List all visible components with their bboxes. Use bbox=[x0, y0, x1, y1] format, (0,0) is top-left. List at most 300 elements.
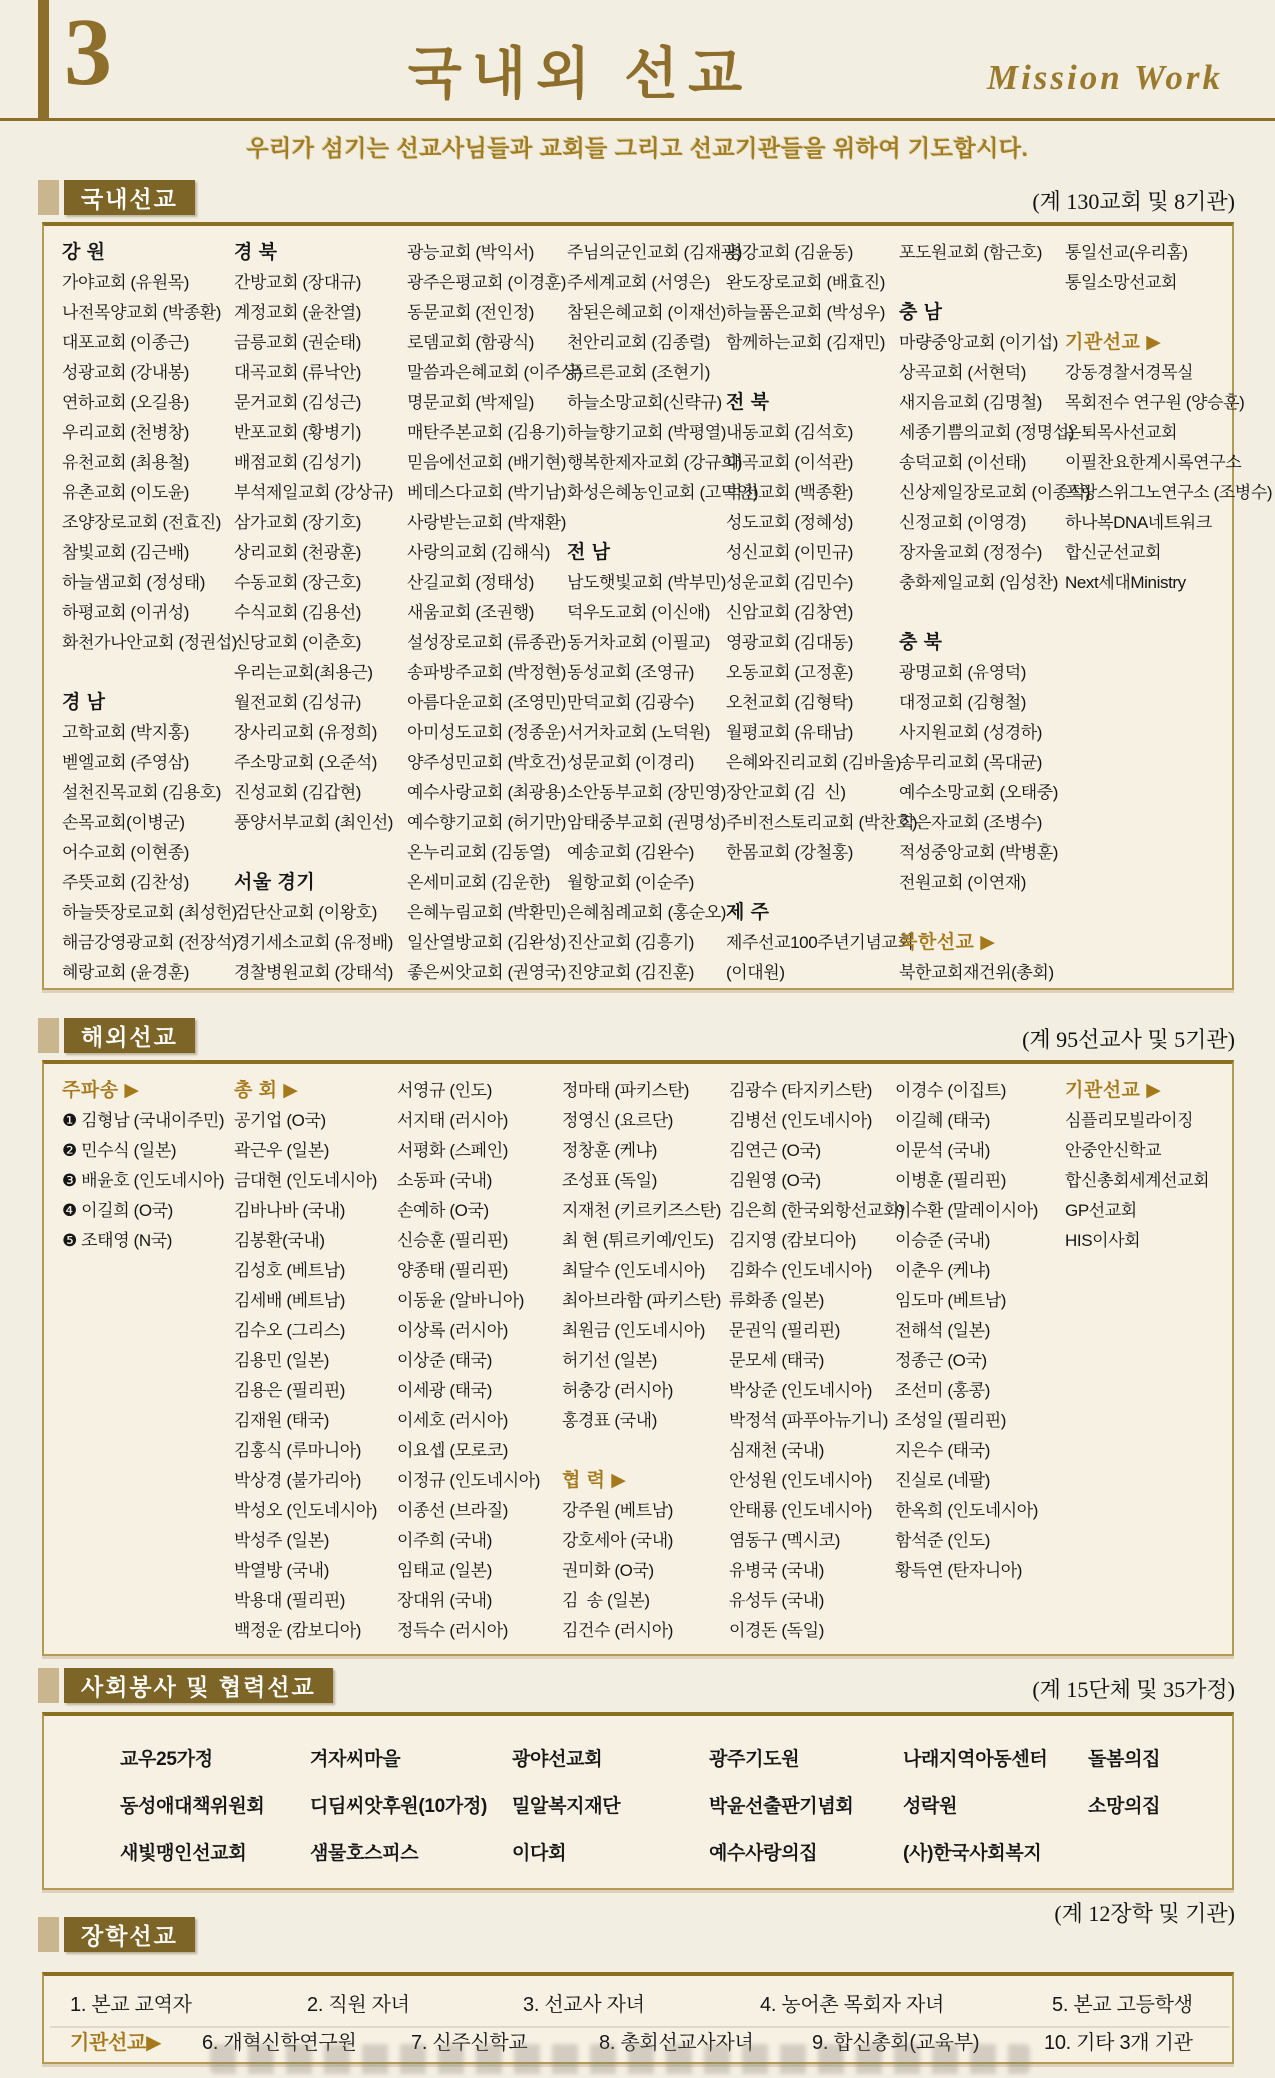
list-item: 은혜와진리교회 (김바울) bbox=[726, 753, 902, 772]
list-column bbox=[726, 238, 918, 988]
list-item: 임도마 (베트남) bbox=[895, 1291, 1006, 1310]
list-item: 일산열방교회 (김완성) bbox=[407, 933, 567, 952]
list-item: 김은희 (한국외항선교회) bbox=[729, 1201, 905, 1220]
list-item: 목회전수 연구원 (양승훈) bbox=[1065, 393, 1245, 412]
list-item: 만덕교회 (김광수) bbox=[567, 693, 694, 712]
social-item: 박윤선출판기념회 bbox=[709, 1796, 854, 1817]
list-item: 강동경찰서경목실 bbox=[1065, 363, 1194, 382]
section-bullet-square bbox=[38, 1917, 59, 1952]
region-header: 강 원 bbox=[62, 242, 106, 263]
list-item: 소안동부교회 (장민영) bbox=[567, 783, 727, 802]
list-item: 정영신 (요르단) bbox=[562, 1111, 673, 1130]
list-item: 문모세 (태국) bbox=[729, 1351, 824, 1370]
page-title: 국내외 선교 bbox=[407, 44, 753, 106]
list-item: 이정규 (인도네시아) bbox=[397, 1471, 541, 1490]
list-item: 김성호 (베트남) bbox=[234, 1261, 345, 1280]
list-item: 지은수 (태국) bbox=[895, 1441, 990, 1460]
social-item: 소망의집 bbox=[1088, 1796, 1161, 1817]
list-item: 한몸교회 (강철홍) bbox=[726, 843, 853, 862]
list-item: 조성일 (필리핀) bbox=[895, 1411, 1006, 1430]
list-item: 오동교회 (고정훈) bbox=[726, 663, 853, 682]
social-item: 성락원 bbox=[903, 1796, 958, 1817]
list-item: 암태중부교회 (권명성) bbox=[567, 813, 727, 832]
list-column bbox=[62, 238, 238, 988]
list-item: 주뜻교회 (김찬성) bbox=[62, 873, 189, 892]
section-count-social: (계 15단체 및 35가정) bbox=[1032, 1677, 1235, 1702]
list-item: 곽근우 (일본) bbox=[234, 1141, 329, 1160]
list-item: 정득수 (러시아) bbox=[397, 1621, 508, 1640]
list-item: 유성두 (국내) bbox=[729, 1591, 824, 1610]
list-item: 유병국 (국내) bbox=[729, 1561, 824, 1580]
region-header: 서울 경기 bbox=[234, 872, 316, 893]
category-header: 기관선교 ▶ bbox=[1065, 1080, 1162, 1101]
list-item: 설성장로교회 (류종관) bbox=[407, 633, 567, 652]
list-item: 심재천 (국내) bbox=[729, 1441, 824, 1460]
list-item: 이세광 (태국) bbox=[397, 1381, 492, 1400]
list-item: 신정교회 (이영경) bbox=[899, 513, 1026, 532]
list-item: 주비전스토리교회 (박찬호) bbox=[726, 813, 918, 832]
list-item: 나전목양교회 (박종환) bbox=[62, 303, 222, 322]
list-item: 김바나바 (국내) bbox=[234, 1201, 345, 1220]
social-row bbox=[120, 1783, 1232, 1830]
list-item: 검단산교회 (이왕호) bbox=[234, 903, 378, 922]
section-header-social bbox=[38, 1668, 333, 1703]
list-item: 금릉교회 (권순태) bbox=[234, 333, 361, 352]
list-item: 은퇴목사선교회 bbox=[1065, 423, 1178, 442]
list-item: 주소망교회 (오준석) bbox=[234, 753, 378, 772]
list-item: 안중안신학교 bbox=[1065, 1141, 1162, 1160]
list-item: 산길교회 (정태성) bbox=[407, 573, 534, 592]
list-item: 양종태 (필리핀) bbox=[397, 1261, 508, 1280]
list-item: ❶ 김형남 (국내이주민) bbox=[62, 1111, 225, 1130]
list-item: 베데스다교회 (박기남) bbox=[407, 483, 567, 502]
list-item: 합신군선교회 bbox=[1065, 543, 1162, 562]
section-bullet-square bbox=[38, 1018, 59, 1053]
list-item: 서평화 (스페인) bbox=[397, 1141, 508, 1160]
section-label: 사회봉사 및 협력선교 bbox=[64, 1668, 333, 1703]
list-item: 전원교회 (이연재) bbox=[899, 873, 1026, 892]
list-item: 하늘샘교회 (정성태) bbox=[62, 573, 206, 592]
list-item: 천안리교회 (김종렬) bbox=[567, 333, 711, 352]
list-item: 가야교회 (유원목) bbox=[62, 273, 189, 292]
list-item: 정종근 (O국) bbox=[895, 1351, 987, 1370]
bleed-through-line bbox=[50, 2026, 1230, 2028]
overseas-missions-box bbox=[42, 1060, 1234, 1656]
list-item: 대정교회 (김형철) bbox=[899, 693, 1026, 712]
list-item: 안성원 (인도네시아) bbox=[729, 1471, 873, 1490]
region-header: 충 북 bbox=[899, 632, 943, 653]
list-item: ❷ 민수식 (일본) bbox=[62, 1141, 177, 1160]
list-item: 수동교회 (장근호) bbox=[234, 573, 361, 592]
list-item: 장대위 (국내) bbox=[397, 1591, 492, 1610]
domestic-missions-box bbox=[42, 222, 1273, 990]
list-column bbox=[895, 1076, 1065, 1646]
list-item: 유천교회 (최용철) bbox=[62, 453, 189, 472]
list-item: 경찰병원교회 (강태석) bbox=[234, 963, 394, 982]
list-item: 동성교회 (조영규) bbox=[567, 663, 694, 682]
list-item: 심플리모빌라이징 bbox=[1065, 1111, 1194, 1130]
list-item: 반포교회 (황병기) bbox=[234, 423, 361, 442]
bleed-through-ghost-text bbox=[210, 2044, 1030, 2074]
list-item: 전해석 (일본) bbox=[895, 1321, 990, 1340]
section-bullet-square bbox=[38, 180, 59, 215]
list-column bbox=[729, 1076, 905, 1646]
list-item: 설천진목교회 (김용호) bbox=[62, 783, 222, 802]
list-item: 상리교회 (천광훈) bbox=[234, 543, 361, 562]
list-item: 송무리교회 (목대균) bbox=[899, 753, 1043, 772]
spacer bbox=[1065, 298, 1272, 328]
scholarship-item: 2. 직원 자녀 bbox=[307, 1994, 410, 2016]
list-item: 함께하는교회 (김재민) bbox=[726, 333, 886, 352]
section-label: 장학선교 bbox=[64, 1917, 195, 1952]
list-item: 서거차교회 (노덕원) bbox=[567, 723, 711, 742]
list-item: 장자울교회 (정정수) bbox=[899, 543, 1043, 562]
list-item: GP선교회 bbox=[1065, 1201, 1137, 1220]
list-item: 예수사랑교회 (최광용) bbox=[407, 783, 567, 802]
list-item: 배점교회 (김성기) bbox=[234, 453, 361, 472]
list-item: 하늘뜻장로교회 (최성헌) bbox=[62, 903, 238, 922]
list-item: 동문교회 (전인정) bbox=[407, 303, 534, 322]
scholarship-row bbox=[70, 1986, 1232, 2024]
list-item: 북한교회재건위(총회) bbox=[899, 963, 1054, 982]
list-item: 덕우도교회 (이신애) bbox=[567, 603, 711, 622]
list-item: 이춘우 (케냐) bbox=[895, 1261, 990, 1280]
list-item: 하늘소망교회(신략규) bbox=[567, 393, 722, 412]
list-item: 상곡교회 (서현덕) bbox=[899, 363, 1026, 382]
list-item: 홍경표 (국내) bbox=[562, 1411, 657, 1430]
list-item: 혜랑교회 (윤경훈) bbox=[62, 963, 189, 982]
list-item: 이병훈 (필리핀) bbox=[895, 1171, 1006, 1190]
list-item: 우리교회 (천병창) bbox=[62, 423, 189, 442]
list-item: 김건수 (러시아) bbox=[562, 1621, 673, 1640]
list-item: 우리는교회(최용근) bbox=[234, 663, 373, 682]
list-item: 세종기쁨의교회 (정명섭) bbox=[899, 423, 1075, 442]
list-item: 대곡교회 (류낙안) bbox=[234, 363, 361, 382]
list-item: 간방교회 (장대규) bbox=[234, 273, 361, 292]
list-item: 이승준 (국내) bbox=[895, 1231, 990, 1250]
region-header: 경 북 bbox=[234, 242, 278, 263]
list-item: 김연근 (O국) bbox=[729, 1141, 821, 1160]
list-item: 송파방주교회 (박정현) bbox=[407, 663, 567, 682]
scholarship-item: 1. 본교 교역자 bbox=[70, 1994, 192, 2016]
list-item: 부석제일교회 (강상규) bbox=[234, 483, 394, 502]
list-item: 김재원 (태국) bbox=[234, 1411, 329, 1430]
list-item: 어수교회 (이현종) bbox=[62, 843, 189, 862]
section-count-overseas: (계 95선교사 및 5기관) bbox=[1022, 1027, 1235, 1052]
scholarship-item: 4. 농어촌 목회자 자녀 bbox=[760, 1994, 945, 2016]
spacer bbox=[62, 658, 234, 688]
region-header: 제 주 bbox=[726, 902, 770, 923]
region-header: 충 남 bbox=[899, 302, 943, 323]
list-item: ❹ 이길희 (O국) bbox=[62, 1201, 173, 1220]
list-item: 하늘향기교회 (박평열) bbox=[567, 423, 727, 442]
region-header: 경 남 bbox=[62, 692, 106, 713]
region-header: 전 북 bbox=[726, 392, 770, 413]
list-item: 진실로 (네팔) bbox=[895, 1471, 990, 1490]
list-item: 이수환 (말레이시아) bbox=[895, 1201, 1039, 1220]
list-item: 마량중앙교회 (이기섭) bbox=[899, 333, 1059, 352]
list-item: 권미화 (O국) bbox=[562, 1561, 654, 1580]
social-item: 동성애대책위원회 bbox=[120, 1796, 265, 1817]
section-header-domestic bbox=[38, 180, 195, 215]
list-item: 이길혜 (태국) bbox=[895, 1111, 990, 1130]
list-item: 장사리교회 (유정희) bbox=[234, 723, 378, 742]
list-item: 완도장로교회 (배효진) bbox=[726, 273, 886, 292]
list-item: 참빛교회 (김근배) bbox=[62, 543, 189, 562]
scholarship-item: 6. 개혁신학연구원 bbox=[202, 2032, 357, 2054]
list-item: 하늘품은교회 (박성우) bbox=[726, 303, 886, 322]
category-header: 주파송 ▶ bbox=[62, 1080, 140, 1101]
list-item: 성광교회 (강내봉) bbox=[62, 363, 189, 382]
list-item: 삼가교회 (장기호) bbox=[234, 513, 361, 532]
list-item: 조선미 (홍콩) bbox=[895, 1381, 990, 1400]
page-title-english: Mission Work bbox=[986, 58, 1223, 97]
list-item: 이상준 (태국) bbox=[397, 1351, 492, 1370]
list-item: 월항교회 (이순주) bbox=[567, 873, 694, 892]
list-item: 서지태 (러시아) bbox=[397, 1111, 508, 1130]
list-item: 조성표 (독일) bbox=[562, 1171, 657, 1190]
list-item: 하평교회 (이귀성) bbox=[62, 603, 189, 622]
category-header: 북한선교 ▶ bbox=[899, 932, 996, 953]
list-item: 명문교회 (박제일) bbox=[407, 393, 534, 412]
social-item: 광야선교회 bbox=[512, 1749, 603, 1770]
list-item: 박열방 (국내) bbox=[234, 1561, 329, 1580]
list-item: 오천교회 (김형탁) bbox=[726, 693, 853, 712]
list-item: 박성오 (인도네시아) bbox=[234, 1501, 378, 1520]
list-item: 장안교회 (김 신) bbox=[726, 783, 846, 802]
list-item: 이필찬요한계시록연구소 bbox=[1065, 453, 1242, 472]
list-item: ❺ 조태영 (N국) bbox=[62, 1231, 172, 1250]
social-item: 디딤씨앗후원(10가정) bbox=[310, 1796, 488, 1817]
list-item: 성운교회 (김민수) bbox=[726, 573, 853, 592]
list-item: 사랑받는교회 (박재환) bbox=[407, 513, 567, 532]
section-count-scholarship: (계 12장학 및 기관) bbox=[1054, 1901, 1235, 1926]
list-item: 통일선교(우리홈) bbox=[1065, 243, 1188, 262]
list-item: 작은자교회 (조병수) bbox=[899, 813, 1043, 832]
list-column bbox=[397, 1076, 562, 1646]
social-item: (사)한국사회복지 bbox=[903, 1843, 1042, 1864]
category-header: 총 회 ▶ bbox=[234, 1080, 299, 1101]
spacer bbox=[726, 868, 899, 898]
list-item: 최 현 (튀르키예/인도) bbox=[562, 1231, 714, 1250]
social-item: 돌봄의집 bbox=[1088, 1749, 1161, 1770]
category-header: 협 력 ▶ bbox=[562, 1470, 627, 1491]
section-count-domestic: (계 130교회 및 8기관) bbox=[1032, 189, 1235, 214]
list-item: 진양교회 (김진훈) bbox=[567, 963, 694, 982]
list-item: 행복한제자교회 (강규희) bbox=[567, 453, 743, 472]
list-column bbox=[62, 1076, 234, 1646]
list-item: 로뎀교회 (함광식) bbox=[407, 333, 534, 352]
list-item: 박용대 (필리핀) bbox=[234, 1591, 345, 1610]
list-item: 김용민 (일본) bbox=[234, 1351, 329, 1370]
list-item: 김병선 (인도네시아) bbox=[729, 1111, 873, 1130]
spacer bbox=[899, 598, 1065, 628]
list-item: 성신교회 (이민규) bbox=[726, 543, 853, 562]
list-item: 허충강 (러시아) bbox=[562, 1381, 673, 1400]
list-item: 대곡교회 (이석관) bbox=[726, 453, 853, 472]
section-header-scholarship bbox=[38, 1917, 195, 1952]
list-item: 벧엘교회 (주영삼) bbox=[62, 753, 189, 772]
list-column bbox=[899, 238, 1091, 988]
list-item: 박상준 (인도네시아) bbox=[729, 1381, 873, 1400]
list-item: 매탄주본교회 (김용기) bbox=[407, 423, 567, 442]
social-item: 샘물호스피스 bbox=[310, 1843, 419, 1864]
list-item: 김광수 (타지키스탄) bbox=[729, 1081, 873, 1100]
list-item: 영광교회 (김대동) bbox=[726, 633, 853, 652]
list-item: 프랑스위그노연구소 (조병수) bbox=[1065, 483, 1273, 502]
list-item: 김 송 (일본) bbox=[562, 1591, 650, 1610]
header-rule bbox=[0, 118, 1275, 121]
list-item: 김수오 (그리스) bbox=[234, 1321, 345, 1340]
list-item: 김화수 (인도네시아) bbox=[729, 1261, 873, 1280]
social-item: 예수사랑의집 bbox=[709, 1843, 818, 1864]
list-item: 주세계교회 (서영은) bbox=[567, 273, 711, 292]
list-item: 신상제일장로교회 (이종석) bbox=[899, 483, 1091, 502]
spacer bbox=[234, 838, 407, 868]
list-column bbox=[1065, 238, 1272, 988]
list-item: 유촌교회 (이도윤) bbox=[62, 483, 189, 502]
list-item: 문거교회 (김성근) bbox=[234, 393, 361, 412]
list-item: 경기세소교회 (유정배) bbox=[234, 933, 394, 952]
list-item: 사랑의교회 (김해식) bbox=[407, 543, 551, 562]
list-item: 최아브라함 (파키스탄) bbox=[562, 1291, 722, 1310]
section-header-overseas bbox=[38, 1018, 195, 1053]
scholarship-item: 3. 선교사 자녀 bbox=[523, 1994, 645, 2016]
list-item: 임태교 (일본) bbox=[397, 1561, 492, 1580]
list-item: 함석준 (인도) bbox=[895, 1531, 990, 1550]
list-item: 김원영 (O국) bbox=[729, 1171, 821, 1190]
social-item: 교우25가정 bbox=[120, 1749, 213, 1770]
list-item: 강호세아 (국내) bbox=[562, 1531, 673, 1550]
list-item: 이문석 (국내) bbox=[895, 1141, 990, 1160]
domestic-columns bbox=[44, 226, 1273, 988]
list-item: 백정운 (캄보디아) bbox=[234, 1621, 361, 1640]
list-column bbox=[234, 1076, 397, 1646]
list-item: 화성은혜농인교회 (고덕인) bbox=[567, 483, 759, 502]
list-item: 동거차교회 (이필교) bbox=[567, 633, 711, 652]
list-item: 아미성도교회 (정종운) bbox=[407, 723, 567, 742]
list-item: 조양장로교회 (전효진) bbox=[62, 513, 222, 532]
list-item: 진산교회 (김흥기) bbox=[567, 933, 694, 952]
list-item: 진성교회 (김갑현) bbox=[234, 783, 361, 802]
list-item: 정창훈 (케냐) bbox=[562, 1141, 657, 1160]
list-item: 온누리교회 (김동열) bbox=[407, 843, 551, 862]
list-item: 문권익 (필리핀) bbox=[729, 1321, 840, 1340]
list-item: 푸르른교회 (조현기) bbox=[567, 363, 711, 382]
category-header: 기관선교▶ bbox=[70, 2032, 162, 2054]
list-item: 수식교회 (김용선) bbox=[234, 603, 361, 622]
social-item bbox=[1088, 1830, 1093, 1877]
list-item: 광능교회 (박익서) bbox=[407, 243, 534, 262]
list-item: 풍양서부교회 (최인선) bbox=[234, 813, 394, 832]
scholarship-item: 8. 총회선교사자녀 bbox=[599, 2032, 754, 2054]
list-item: 덕천교회 (백종환) bbox=[726, 483, 853, 502]
list-item: 평강교회 (김윤동) bbox=[726, 243, 853, 262]
list-item: 류화종 (일본) bbox=[729, 1291, 824, 1310]
list-item: 계정교회 (윤찬열) bbox=[234, 303, 361, 322]
list-item: 서영규 (인도) bbox=[397, 1081, 492, 1100]
scholarship-item: 5. 본교 고등학생 bbox=[1052, 1994, 1193, 2016]
section-bullet-square bbox=[38, 1668, 59, 1703]
list-item: 신승훈 (필리핀) bbox=[397, 1231, 508, 1250]
list-item: 신암교회 (김창연) bbox=[726, 603, 853, 622]
list-item: 이세호 (러시아) bbox=[397, 1411, 508, 1430]
page-number: 3 bbox=[64, 0, 112, 105]
list-item: 황득연 (탄자니아) bbox=[895, 1561, 1022, 1580]
list-item: 이요셉 (모로코) bbox=[397, 1441, 508, 1460]
list-item: 이주희 (국내) bbox=[397, 1531, 492, 1550]
list-item: 강주원 (베트남) bbox=[562, 1501, 673, 1520]
list-item: 이종선 (브라질) bbox=[397, 1501, 508, 1520]
list-item: 박정석 (파푸아뉴기니) bbox=[729, 1411, 889, 1430]
overseas-columns bbox=[44, 1064, 1232, 1646]
social-item: 밀알복지재단 bbox=[512, 1796, 621, 1817]
list-item: 양주성민교회 (박호건) bbox=[407, 753, 567, 772]
list-item: 월전교회 (김성규) bbox=[234, 693, 361, 712]
list-item: 광주은평교회 (이경훈) bbox=[407, 273, 567, 292]
social-item: 새빛맹인선교회 bbox=[120, 1843, 247, 1864]
list-item: 남도햇빛교회 (박부민) bbox=[567, 573, 727, 592]
list-item: 금대현 (인도네시아) bbox=[234, 1171, 378, 1190]
list-item: 김홍식 (루마니아) bbox=[234, 1441, 361, 1460]
social-item: 이다회 bbox=[512, 1843, 567, 1864]
list-column bbox=[234, 238, 407, 988]
spacer bbox=[562, 1436, 729, 1466]
social-item: 겨자씨마을 bbox=[310, 1749, 401, 1770]
list-item: 충화제일교회 (임성찬) bbox=[899, 573, 1059, 592]
list-item: 이경돈 (독일) bbox=[729, 1621, 824, 1640]
list-item: 예수향기교회 (허기만) bbox=[407, 813, 567, 832]
list-item: 내동교회 (김석호) bbox=[726, 423, 853, 442]
list-item: 믿음에선교회 (배기현) bbox=[407, 453, 567, 472]
list-item: 이상록 (러시아) bbox=[397, 1321, 508, 1340]
list-column bbox=[562, 1076, 729, 1646]
list-item: 말씀과은혜교회 (이주상) bbox=[407, 363, 583, 382]
scholarship-item: 7. 신주신학교 bbox=[411, 2032, 528, 2054]
list-item: 손예하 (O국) bbox=[397, 1201, 489, 1220]
list-item: 새움교회 (조권행) bbox=[407, 603, 534, 622]
list-item: 월평교회 (유태남) bbox=[726, 723, 853, 742]
spacer bbox=[899, 898, 1065, 928]
spacer bbox=[726, 358, 899, 388]
section-label: 해외선교 bbox=[64, 1018, 195, 1053]
list-item: 소동파 (국내) bbox=[397, 1171, 492, 1190]
list-item: 이동윤 (알바니아) bbox=[397, 1291, 524, 1310]
list-item: 공기업 (O국) bbox=[234, 1111, 326, 1130]
social-row bbox=[120, 1830, 1232, 1877]
list-item: 새지음교회 (김명철) bbox=[899, 393, 1043, 412]
list-item: 화천가나안교회 (정권섭) bbox=[62, 633, 238, 652]
list-item: 박성주 (일본) bbox=[234, 1531, 329, 1550]
list-item: 합신총회세계선교회 bbox=[1065, 1171, 1210, 1190]
list-item: 은혜누림교회 (박환민) bbox=[407, 903, 567, 922]
list-item: HIS이사회 bbox=[1065, 1231, 1141, 1250]
list-item: 최달수 (인도네시아) bbox=[562, 1261, 706, 1280]
list-item: 손목교회(이병군) bbox=[62, 813, 185, 832]
list-item: 김지영 (캄보디아) bbox=[729, 1231, 856, 1250]
list-item: 예수소망교회 (오태중) bbox=[899, 783, 1059, 802]
list-item: Next세대Ministry bbox=[1065, 573, 1186, 592]
social-item: 나래지역아동센터 bbox=[903, 1749, 1048, 1770]
list-item: 정마태 (파키스탄) bbox=[562, 1081, 689, 1100]
list-item: 박상경 (불가리아) bbox=[234, 1471, 361, 1490]
list-item: 신당교회 (이춘호) bbox=[234, 633, 361, 652]
list-column bbox=[1065, 1076, 1209, 1646]
list-item: 지재천 (키르키즈스탄) bbox=[562, 1201, 722, 1220]
list-item: 염동구 (멕시코) bbox=[729, 1531, 840, 1550]
list-item: 예송교회 (김완수) bbox=[567, 843, 694, 862]
list-item: 대포교회 (이종근) bbox=[62, 333, 189, 352]
